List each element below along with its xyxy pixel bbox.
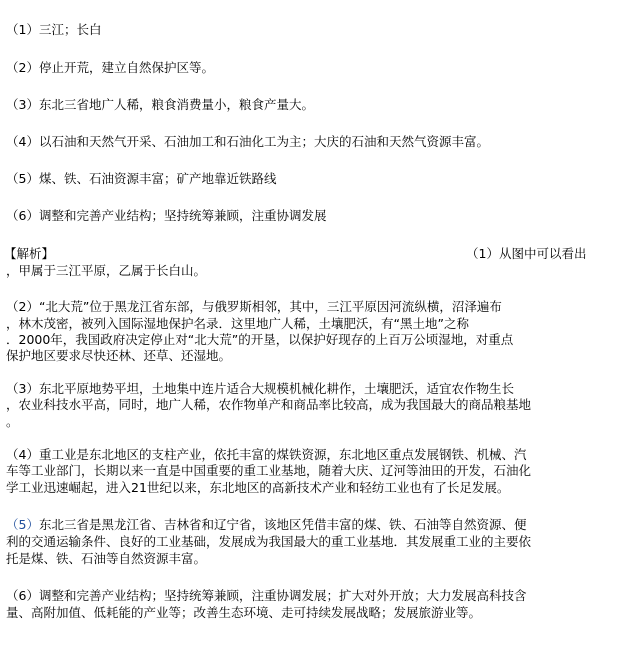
- analysis-p4-line: 车等工业部门，长期以来一直是中国重要的重工业基地，随着大庆、辽河等油田的开发，石油化: [6, 463, 532, 478]
- analysis-p5-first-text: 东北三省是黑龙江省、吉林省和辽宁省，该地区凭借丰富的煤、铁、石油等自然资源、便: [38, 517, 527, 532]
- analysis-p4-line: 学工业迅速崛起，进入21世纪以来，东北地区的高新技术产业和轻纺工业也有了长足发展。: [6, 480, 510, 495]
- answer-3: （3）东北三省地广人稀，粮食消费量小，粮食产量大。: [6, 97, 314, 112]
- analysis-heading: 【解析】: [4, 246, 55, 261]
- answer-4: （4）以石油和天然气开采、石油加工和石油化工为主；大庆的石油和天然气资源丰富。: [6, 134, 489, 149]
- analysis-p5-marker: （5）: [6, 517, 39, 532]
- analysis-p5-line: 利的交通运输条件、良好的工业基础，发展成为我国最大的重工业基地．其发展重工业的主要依: [6, 534, 532, 549]
- analysis-p3-line: 。: [6, 414, 19, 429]
- analysis-p4-line: （4）重工业是东北地区的支柱产业，依托丰富的煤铁资源，东北地区重点发展钢铁、机械、汽: [6, 447, 527, 462]
- analysis-p1-continuation: ，甲属于三江平原，乙属于长白山。: [6, 263, 207, 278]
- answer-1: （1）三江；长白: [6, 22, 102, 37]
- analysis-p3-line: ，农业科技水平高，同时，地广人稀，农作物单产和商品率比较高，成为我国最大的商品粮基地: [6, 397, 532, 412]
- analysis-p6-line: （6）调整和完善产业结构；坚持统筹兼顾，注重协调发展；扩大对外开放；大力发展高科技含: [6, 588, 527, 603]
- analysis-p2-line: （2）“北大荒”位于黑龙江省东部，与俄罗斯相邻，其中，三江平原因河流纵横，沼泽遍布: [6, 299, 502, 314]
- analysis-p1-intro: （1）从图中可以看出: [466, 246, 587, 261]
- analysis-p6-line: 量、高附加值、低耗能的产业等；改善生态环境、走可持续发展战略；发展旅游业等。: [6, 605, 482, 620]
- answer-5: （5）煤、铁、石油资源丰富；矿产地靠近铁路线: [6, 171, 277, 186]
- analysis-p2-line: 保护地区要求尽快还林、还草、还湿地。: [6, 348, 232, 363]
- analysis-p2-line: ，林木茂密，被列入国际湿地保护名录．这里地广人稀，土壤肥沃，有“黑土地”之称: [6, 316, 469, 331]
- analysis-p5-first-line: [6, 516, 526, 534]
- answer-6: （6）调整和完善产业结构；坚持统筹兼顾，注重协调发展: [6, 208, 327, 223]
- analysis-p3-line: （3）东北平原地势平坦，土地集中连片适合大规模机械化耕作，土壤肥沃，适宜农作物生长: [6, 381, 514, 396]
- analysis-p5-line: 托是煤、铁、石油等自然资源丰富。: [6, 551, 207, 566]
- analysis-p2-line: ．2000年，我国政府决定停止对“北大荒”的开垦，以保护好现存的上百万公顷湿地，对重点: [6, 332, 514, 347]
- answer-2: （2）停止开荒，建立自然保护区等。: [6, 60, 214, 75]
